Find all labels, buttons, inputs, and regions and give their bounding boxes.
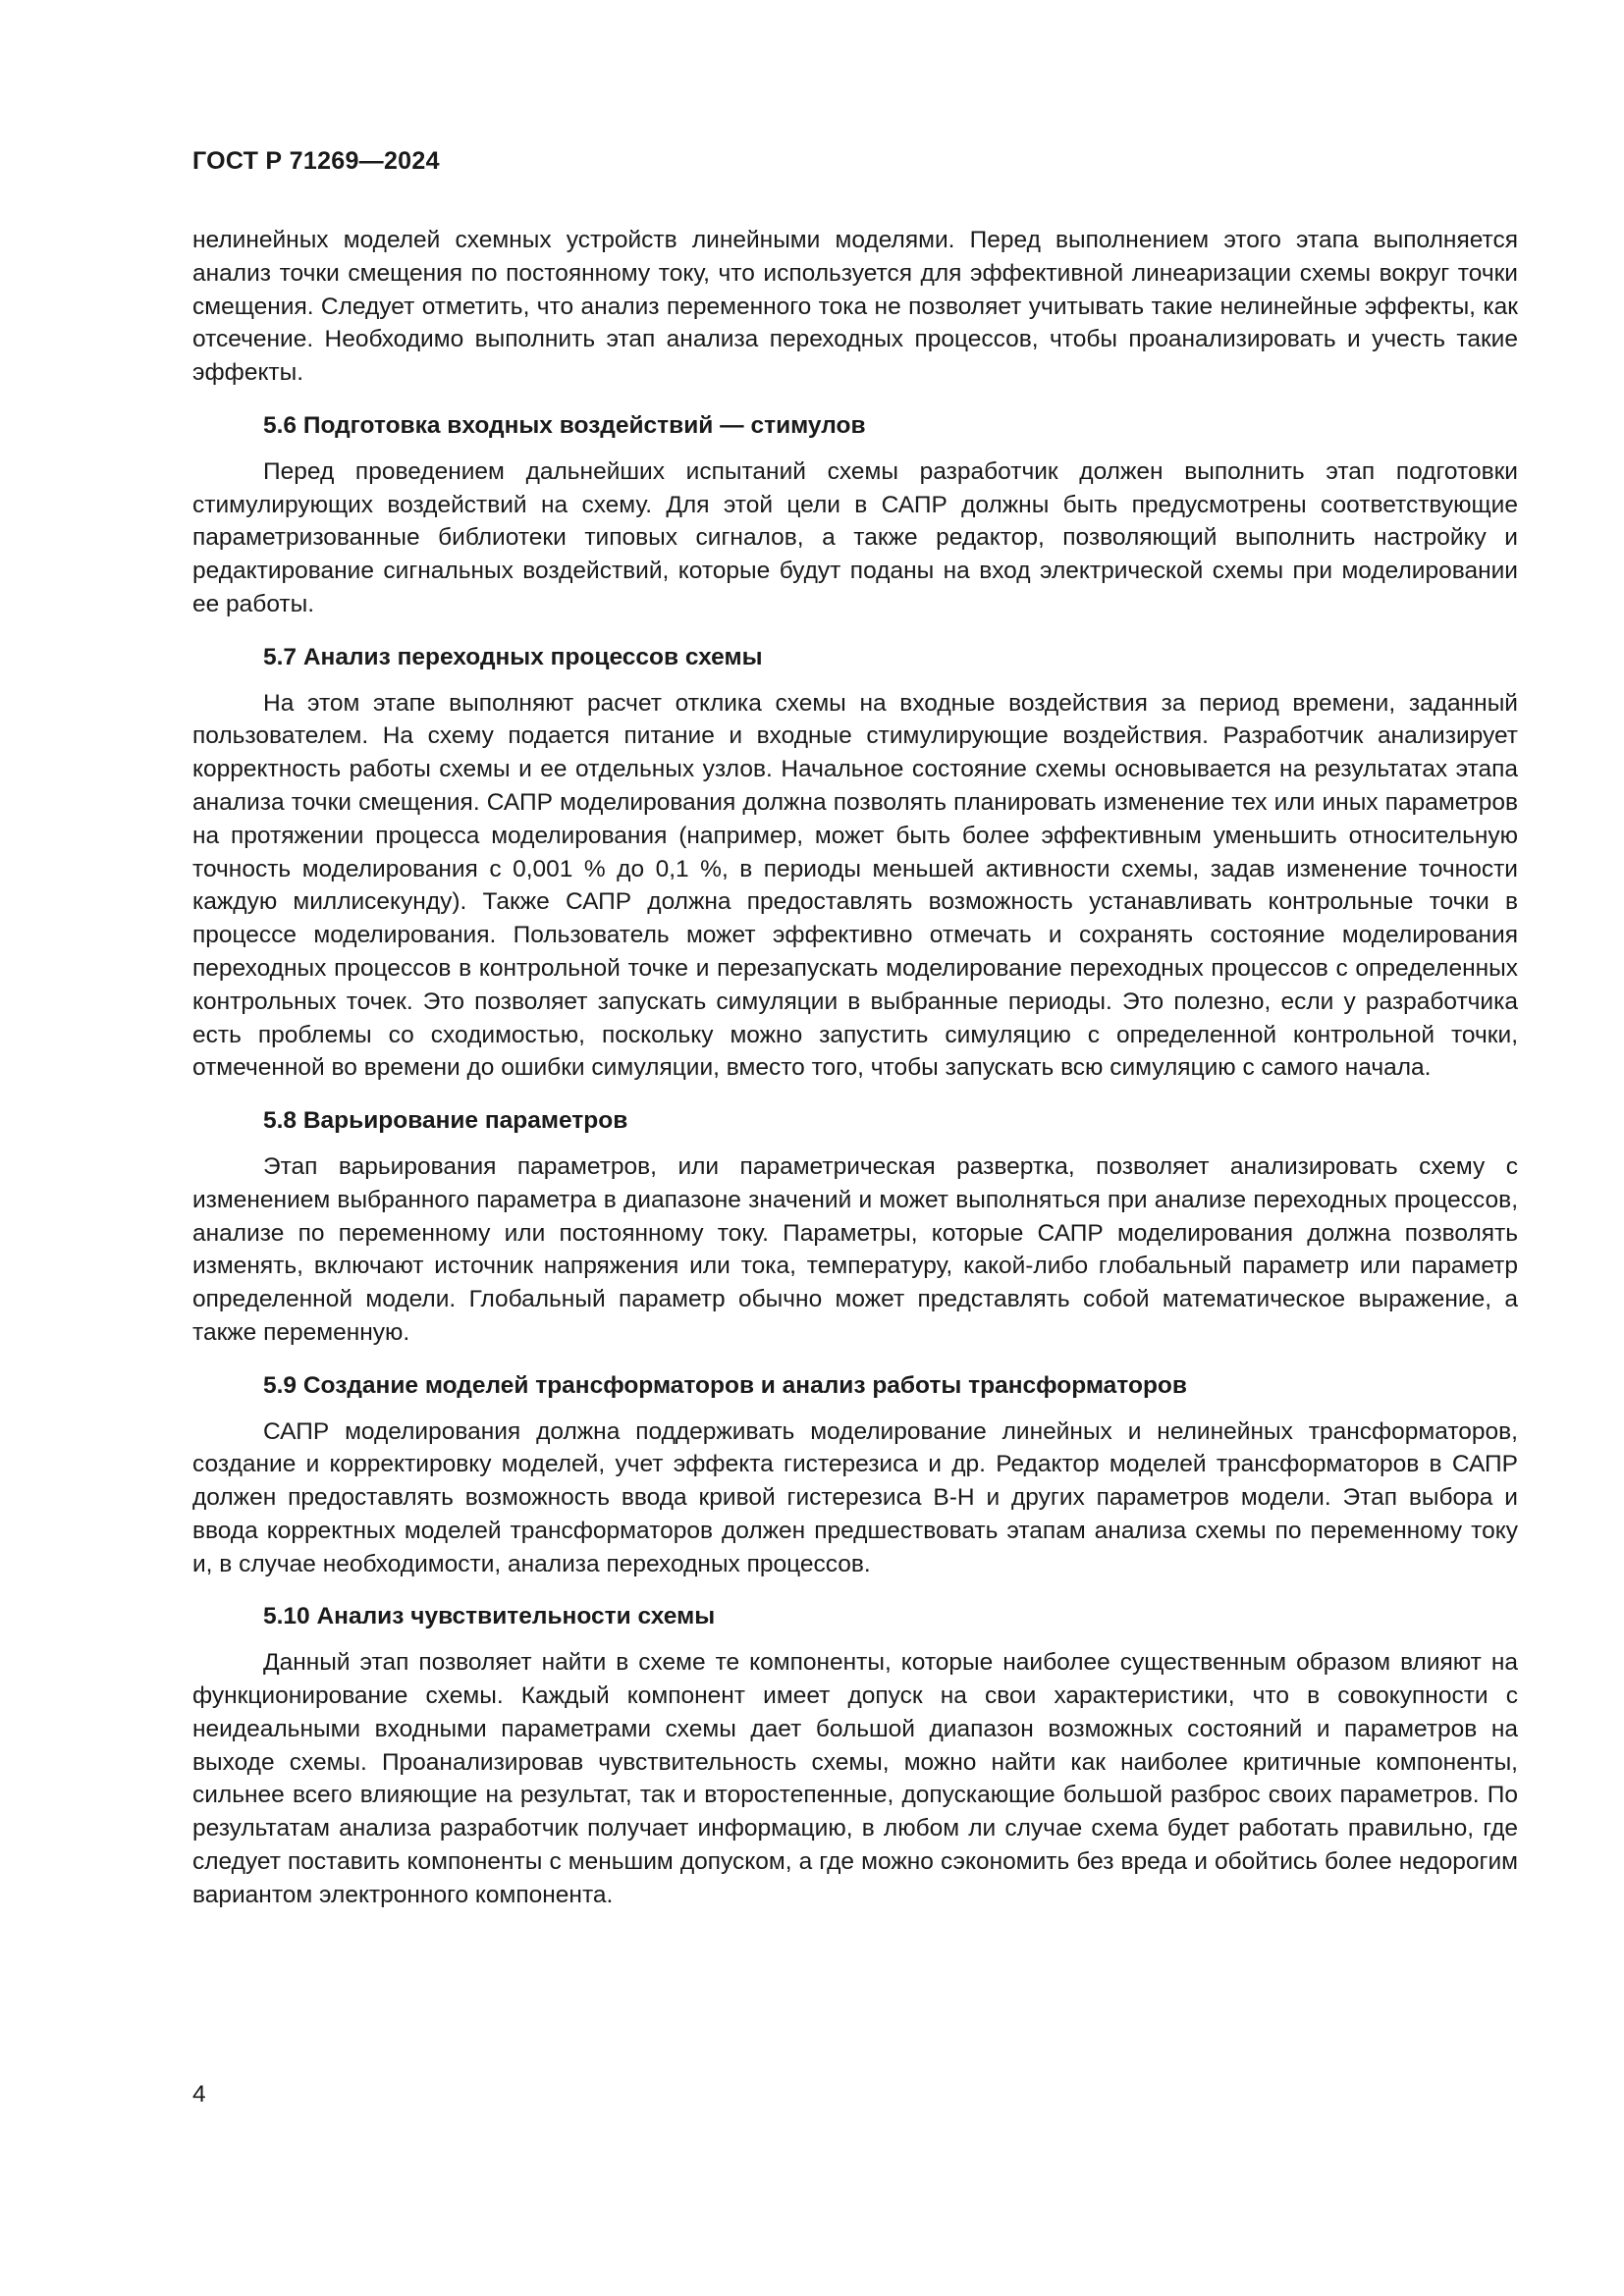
- section-heading-5-9: 5.9 Создание моделей трансформаторов и анализ работы трансформаторов: [263, 1371, 1187, 1399]
- section-paragraph-5-10: Данный этап позволяет найти в схеме те компоненты, которые наиболее существенным образом влияют на функционирование схемы. Каждый компонент имеет допуск на свои характеристики, что в совокупности с неидеальными входными параметрами схемы дает большой диапазон возможных состояний и параметров на выходе схемы. Проанализировав чувствительность схемы, можно найти как наиболее критичные компоненты, сильнее всего влияющие на результат, так и второстепенные, допускающие большой разброс своих параметров. По результатам анализа разработчик получает информацию, в любом ли случае схема будет работать правильно, где следует поставить компоненты с меньшим допуском, а где можно сэкономить без вреда и обойтись более недорогим вариантом электронного компонента.: [192, 1649, 1518, 1908]
- continuation-paragraph: нелинейных моделей схемных устройств линейными моделями. Перед выполнением этого этапа выполняется анализ точки смещения по постоянному току, что используется для эффективной линеаризации схемы вокруг точки смещения. Следует отметить, что анализ переменного тока не позволяет учитывать такие нелинейные эффекты, как отсечение. Необходимо выполнить этап анализа переходных процессов, чтобы проанализировать и учесть такие эффекты.: [192, 227, 1518, 387]
- page-number: 4: [192, 2081, 206, 2108]
- section-paragraph-5-6: Перед проведением дальнейших испытаний схемы разработчик должен выполнить этап подготовки стимулирующих воздействий на схему. Для этой цели в САПР должны быть предусмотрены соответствующие параметризованные библиотеки типовых сигналов, а также редактор, позволяющий выполнить настройку и редактирование сигнальных воздействий, которые будут поданы на вход электрической схемы при моделировании ее работы.: [192, 457, 1518, 617]
- document-body: [192, 224, 1518, 1912]
- section-heading-5-8: 5.8 Варьирование параметров: [263, 1107, 628, 1135]
- section-heading-5-6: 5.6 Подготовка входных воздействий — стимулов: [263, 411, 866, 439]
- document-code-header: ГОСТ Р 71269—2024: [192, 147, 440, 175]
- section-paragraph-5-9: САПР моделирования должна поддерживать моделирование линейных и нелинейных трансформаторов, создание и корректировку моделей, учет эффекта гистерезиса и др. Редактор моделей трансформаторов в САПР должен предоставлять возможность ввода кривой гистерезиса B-H и других параметров модели. Этап выбора и ввода корректных моделей трансформаторов должен предшествовать этапам анализа схемы по переменному току и, в случае необходимости, анализа переходных процессов.: [192, 1417, 1518, 1577]
- section-heading-5-10: 5.10 Анализ чувствительности схемы: [263, 1603, 716, 1630]
- section-heading-5-7: 5.7 Анализ переходных процессов схемы: [263, 643, 763, 670]
- section-paragraph-5-7: На этом этапе выполняют расчет отклика схемы на входные воздействия за период времени, заданный пользователем. На схему подается питание и входные стимулирующие воздействия. Разработчик анализирует корректность работы схемы и ее отдельных узлов. Начальное состояние схемы основывается на результатах этапа анализа точки смещения. САПР моделирования должна позволять планировать изменение тех или иных параметров на протяжении процесса моделирования (например, может быть более эффективным уменьшить относительную точность моделирования с 0,001 % до 0,1 %, в периоды меньшей активности схемы, задав изменение точности каждую миллисекунду). Также САПР должна предоставлять возможность устанавливать контрольные точки в процессе моделирования. Пользователь может эффективно отмечать и сохранять состояние моделирования переходных процессов в контрольной точке и перезапускать моделирование переходных процессов с определенных контрольных точек. Это позволяет запускать симуляции в выбранные периоды. Это полезно, если у разработчика есть проблемы со сходимостью, поскольку можно запустить симуляцию с определенной контрольной точки, отмеченной во времени до ошибки симуляции, вместо того, чтобы запускать всю симуляцию с самого начала.: [192, 689, 1518, 1082]
- section-paragraph-5-8: Этап варьирования параметров, или параметрическая развертка, позволяет анализировать схему с изменением выбранного параметра в диапазоне значений и может выполняться при анализе переходных процессов, анализе по переменному или постоянному току. Параметры, которые САПР моделирования должна позволять изменять, включают источник напряжения или тока, температуру, какой-либо глобальный параметр или параметр определенной модели. Глобальный параметр обычно может представлять собой математическое выражение, а также переменную.: [192, 1152, 1518, 1346]
